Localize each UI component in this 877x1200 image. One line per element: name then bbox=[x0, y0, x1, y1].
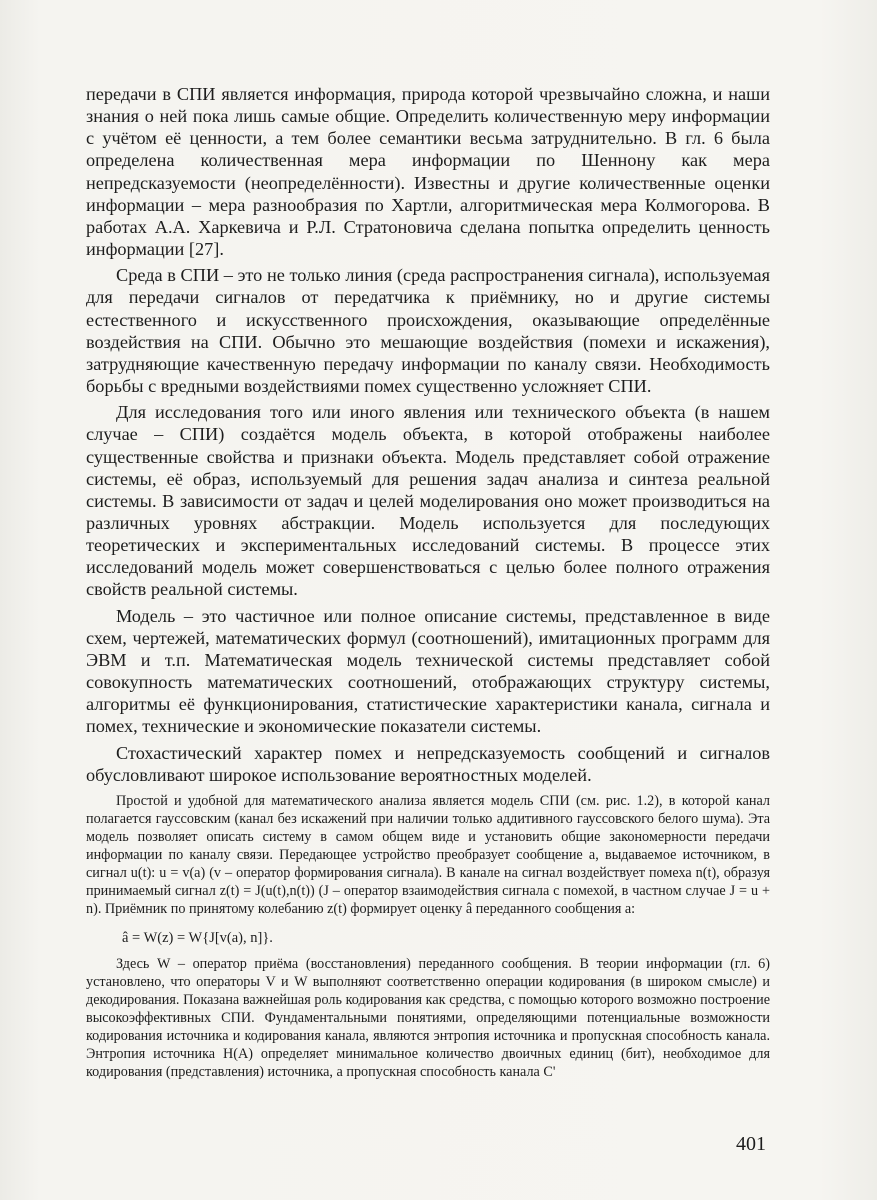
formula-estimate: â = W(z) = W{J[v(a), n]}. bbox=[122, 929, 273, 946]
paragraph-model-creation: Для исследования того или иного явления или технического объекта (в нашем случае – СПИ) создаётся модель объекта, в которой отображены наиболее существенные свойства и признаки объекта. Модель представляет собой отражение системы, её образ, используемый для решения задач анализа и синтеза реальной системы. В зависимости от задач и целей моделирования оно может производиться на различных уровнях абстракции. Модель используется для последующих теоретических и экспериментальных исследований системы. В процессе этих исследований модель может совершенствоваться с целью более полного отражения свойств реальной системы. bbox=[86, 402, 770, 600]
page-number: 401 bbox=[736, 1133, 766, 1155]
text-column bbox=[86, 83, 770, 1081]
paragraph-gaussian-model: Простой и удобной для математического анализа является модель СПИ (см. рис. 1.2), в которой канал полагается гауссовским (канал без искажений при наличии только аддитивного гауссовского белого шума). Эта модель позволяет описать систему в самом общем виде и установить общие закономерности передачи информации по каналу связи. Передающее устройство преобразует сообщение a, выдаваемое источником, в сигнал u(t): u = v(a) (v – оператор формирования сигнала). В канале на сигнал воздействует помеха n(t), образуя принимаемый сигнал z(t) = J(u(t),n(t)) (J – оператор взаимодействия сигнала с помехой, в частном случае J = u + n). Приёмник по принятому колебанию z(t) формирует оценку â переданного сообщения a: bbox=[86, 792, 770, 918]
paragraph-receiver-operator: Здесь W – оператор приёма (восстановления) переданного сообщения. В теории информации (гл. 6) установлено, что операторы V и W выполняют соответственно операции кодирования (в широком смысле) и декодирования. Показана важнейшая роль кодирования как средства, с помощью которого возможно построение высокоэффективных СПИ. Фундаментальными понятиями, определяющими потенциальные возможности кодирования источника и кодирования канала, являются энтропия источника и пропускная способность канала. Энтропия источника H(A) определяет минимальное количество двоичных единиц (бит), необходимое для кодирования (представления) источника, а пропускная способность канала C' bbox=[86, 955, 770, 1081]
paragraph-information-nature: передачи в СПИ является информация, природа которой чрезвычайно сложна, и наши знания о ней пока лишь самые общие. Определить количественную меру информации с учётом её ценности, а тем более семантики весьма затруднительно. В гл. 6 была определена количественная мера информации по Шеннону как мера непредсказуемости (неопределённости). Известны и другие количественные оценки информации – мера разнообразия по Хартли, алгоритмическая мера Колмогорова. В работах А.А. Харкевича и Р.Л. Стратоновича сделана попытка определить ценность информации [27]. bbox=[86, 84, 770, 260]
paragraph-environment: Среда в СПИ – это не только линия (среда распространения сигнала), используемая для передачи сигналов от передатчика к приёмнику, но и другие системы естественного и искусственного происхождения, оказывающие определённые воздействия на СПИ. Обычно это мешающие воздействия (помехи и искажения), затрудняющие качественную передачу информации по каналу связи. Необходимость борьбы с вредными воздействиями помех существенно усложняет СПИ. bbox=[86, 265, 770, 397]
paragraph-model-definition: Модель – это частичное или полное описание системы, представленное в виде схем, чертежей, математических формул (соотношений), имитационных программ для ЭВМ и т.п. Математическая модель технической системы представляет собой совокупность математических соотношений, отображающих структуру системы, алгоритмы её функционирования, статистические характеристики канала, сигнала и помех, технические и экономические показатели системы. bbox=[86, 605, 770, 737]
paragraph-stochastic: Стохастический характер помех и непредсказуемость сообщений и сигналов обусловливают широкое использование вероятностных моделей. bbox=[86, 742, 770, 785]
